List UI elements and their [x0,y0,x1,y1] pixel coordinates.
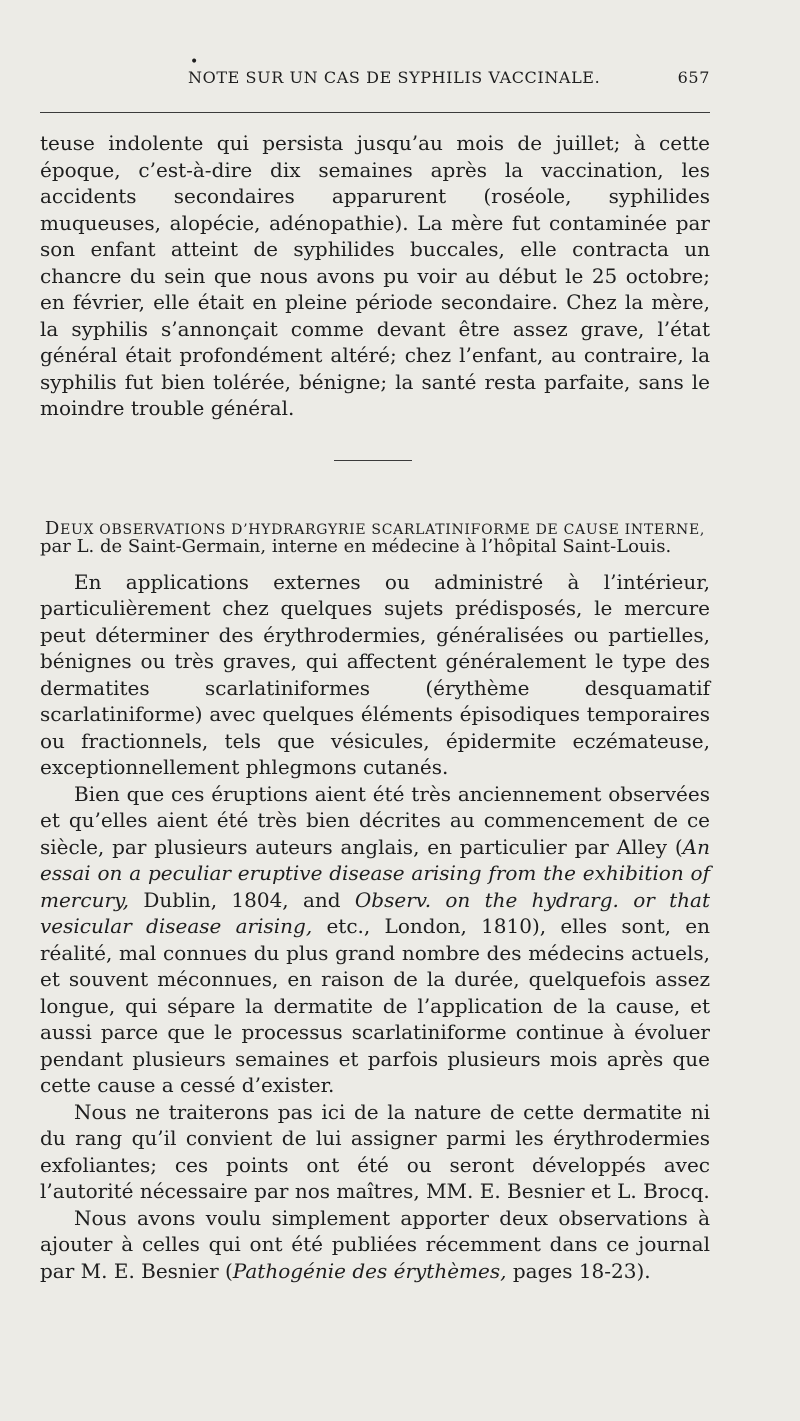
section-divider [334,460,412,461]
body-paragraph-2-part-2: Dublin, 1804, and [129,887,355,912]
byline [40,534,710,561]
header-ornament: • [190,54,199,70]
continued-paragraph-text: teuse indolente qui persista jusqu’au mois de juillet; à cette époque, c’est-à-dire dix semaines après la vaccination, les accidents secondaires apparurent (roséole, syphilides muqueuses, alopécie, adénopathie). La mère fut contaminée par son enfant atteint de syphilides buccales, elle contracta un chancre du sein que nous avons pu voir au début le 25 octobre; en février, elle était en pleine période secondaire. Chez la mère, la syphilis s’annonçait comme devant être assez grave, l’état général était profondément altéré; chez l’enfant, au contraire, la syphilis fut bien tolérée, bénigne; la santé resta parfaite, sans le moindre trouble général. [40,131,710,420]
byline-affiliation: interne en médecine à l’hôpital Saint-Louis. [271,536,672,557]
page-number: 657 [677,68,710,87]
byline-prefix: par [40,536,71,557]
article-title-initial: D [44,518,61,539]
body-paragraph-3: Nous ne traiterons pas ici de la nature de cette dermatite ni du rang qu’il convient de lui assigner parmi les érythrodermies exfoliantes; ces points ont été ou seront développés avec l’autorité nécessaire par nos maîtres, MM. E. Besnier et L. Brocq. [40,1099,710,1203]
article-title-rest: EUX OBSERVATIONS D’HYDRARGYRIE SCARLATINIFORME DE CAUSE INTERNE, [60,522,706,538]
body-paragraph-2-part-1: Bien que ces éruptions aient été très anciennement observées et qu’elles aient été très bien décrites au commencement de ce siècle, par plusieurs auteurs anglais, en particulier par Alley ( [40,781,710,859]
body-paragraph-4-part-1: Nous avons voulu simplement apporter deux observations à ajouter à celles qui ont été publiées récemment dans ce journal par M. E. Besnier ( [40,1205,710,1283]
body-paragraph-2 [40,781,710,1099]
running-header [40,54,710,92]
citation-title-3: Pathogénie des érythèmes, [232,1258,507,1283]
author-name: L. de Saint-Germain, [76,536,267,557]
article-body [40,534,710,1284]
citation-title-2: Observ. on the hydrarg. or that vesicular disease arising, [40,887,710,938]
running-title: NOTE SUR UN CAS DE SYPHILIS VACCINALE. [188,68,601,87]
header-rule [40,112,710,113]
body-paragraph-1: En applications externes ou administré à l’intérieur, particulièrement chez quelques sujets prédisposés, le mercure peut déterminer des érythrodermies, généralisées ou partielles, bénignes ou très graves, qui affectent généralement le type des dermatites scarlatiniformes (érythème desquamatif scarlatiniforme) avec quelques éléments épisodiques temporaires ou fractionnels, tels que vésicules, épidermite eczémateuse, exceptionnellement phlegmons cutanés. [40,569,710,779]
citation-title-1: An essai on a peculiar eruptive disease arising from the exhibition of mercury, [40,834,710,912]
body-paragraph-2-part-3: etc., London, 1810), elles sont, en réalité, mal connues du plus grand nombre des médecins actuels, et souvent méconnues, en raison de la durée, quelquefois assez longue, qui sépare la dermatite de l’application de la cause, et aussi parce que le processus scarlatiniforme continue à évoluer pendant plusieurs semaines et parfois plusieurs mois après que cette cause a cessé d’exister. [40,914,710,1097]
body-paragraph-4-part-2: pages 18-23). [506,1258,651,1283]
continued-paragraph [40,130,710,422]
body-paragraph-4 [40,1205,710,1285]
